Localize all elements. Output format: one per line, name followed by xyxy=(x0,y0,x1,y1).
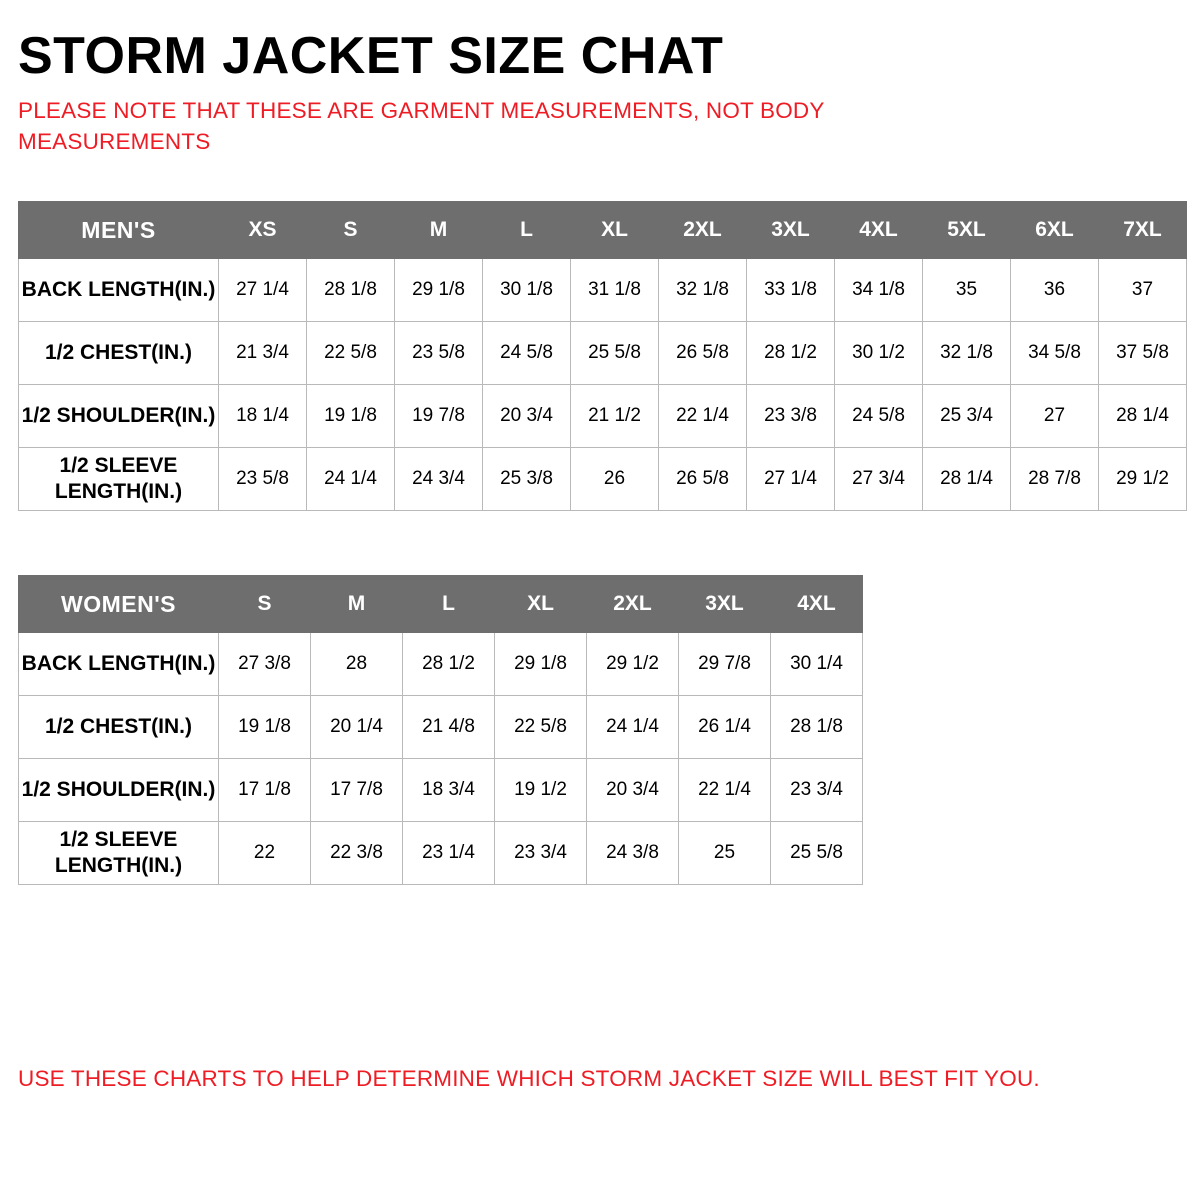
size-header-7xl: 7XL xyxy=(1099,201,1187,258)
measurement-cell: 18 3/4 xyxy=(403,758,495,821)
measurement-label: 1/2 CHEST(IN.) xyxy=(19,321,219,384)
measurement-cell: 20 3/4 xyxy=(587,758,679,821)
measurement-cell: 21 4/8 xyxy=(403,695,495,758)
measurement-cell: 19 1/2 xyxy=(495,758,587,821)
table-row xyxy=(19,821,863,884)
womens-header-row xyxy=(19,575,863,632)
measurement-cell: 25 5/8 xyxy=(771,821,863,884)
size-header-s: S xyxy=(307,201,395,258)
footer-note: USE THESE CHARTS TO HELP DETERMINE WHICH STORM JACKET SIZE WILL BEST FIT YOU. xyxy=(18,1066,1040,1091)
measurement-cell: 30 1/8 xyxy=(483,258,571,321)
measurement-cell: 33 1/8 xyxy=(747,258,835,321)
measurement-note: PLEASE NOTE THAT THESE ARE GARMENT MEASUREMENTS, NOT BODY MEASUREMENTS xyxy=(18,98,825,154)
measurement-cell: 28 1/4 xyxy=(923,447,1011,510)
size-header-2xl: 2XL xyxy=(659,201,747,258)
measurement-cell: 20 3/4 xyxy=(483,384,571,447)
size-header-4xl: 4XL xyxy=(771,575,863,632)
measurement-cell: 29 7/8 xyxy=(679,632,771,695)
size-header-6xl: 6XL xyxy=(1011,201,1099,258)
measurement-cell: 21 1/2 xyxy=(571,384,659,447)
measurement-cell: 28 1/2 xyxy=(403,632,495,695)
mens-size-table xyxy=(18,201,1187,511)
measurement-cell: 34 1/8 xyxy=(835,258,923,321)
measurement-cell: 27 3/8 xyxy=(219,632,311,695)
measurement-cell: 26 1/4 xyxy=(679,695,771,758)
measurement-cell: 28 1/8 xyxy=(771,695,863,758)
measurement-cell: 25 3/4 xyxy=(923,384,1011,447)
measurement-cell: 17 1/8 xyxy=(219,758,311,821)
measurement-cell: 19 1/8 xyxy=(219,695,311,758)
measurement-cell: 25 3/8 xyxy=(483,447,571,510)
size-header-m: M xyxy=(395,201,483,258)
size-header-xl: XL xyxy=(571,201,659,258)
measurement-cell: 26 xyxy=(571,447,659,510)
measurement-cell: 34 5/8 xyxy=(1011,321,1099,384)
size-header-2xl: 2XL xyxy=(587,575,679,632)
mens-header-row xyxy=(19,201,1187,258)
measurement-cell: 35 xyxy=(923,258,1011,321)
size-header-3xl: 3XL xyxy=(679,575,771,632)
measurement-cell: 23 5/8 xyxy=(219,447,307,510)
measurement-cell: 17 7/8 xyxy=(311,758,403,821)
measurement-cell: 23 1/4 xyxy=(403,821,495,884)
mens-table-title: MEN'S xyxy=(19,201,219,258)
measurement-cell: 23 5/8 xyxy=(395,321,483,384)
measurement-cell: 29 1/8 xyxy=(395,258,483,321)
measurement-cell: 28 1/4 xyxy=(1099,384,1187,447)
measurement-cell: 23 3/8 xyxy=(747,384,835,447)
measurement-cell: 22 1/4 xyxy=(679,758,771,821)
measurement-cell: 27 1/4 xyxy=(747,447,835,510)
table-row xyxy=(19,632,863,695)
table-row xyxy=(19,321,1187,384)
measurement-cell: 20 1/4 xyxy=(311,695,403,758)
mens-table-head xyxy=(19,201,1187,258)
measurement-cell: 22 3/8 xyxy=(311,821,403,884)
measurement-cell: 22 xyxy=(219,821,311,884)
measurement-label: 1/2 SHOULDER(IN.) xyxy=(19,758,219,821)
measurement-label: BACK LENGTH(IN.) xyxy=(19,632,219,695)
measurement-cell: 27 1/4 xyxy=(219,258,307,321)
measurement-cell: 28 xyxy=(311,632,403,695)
size-header-s: S xyxy=(219,575,311,632)
measurement-cell: 28 1/8 xyxy=(307,258,395,321)
measurement-cell: 31 1/8 xyxy=(571,258,659,321)
measurement-label: 1/2 SHOULDER(IN.) xyxy=(19,384,219,447)
measurement-label: 1/2 CHEST(IN.) xyxy=(19,695,219,758)
measurement-label: 1/2 SLEEVE LENGTH(IN.) xyxy=(19,447,219,510)
measurement-cell: 18 1/4 xyxy=(219,384,307,447)
size-header-m: M xyxy=(311,575,403,632)
womens-table-title: WOMEN'S xyxy=(19,575,219,632)
measurement-cell: 24 1/4 xyxy=(587,695,679,758)
measurement-cell: 22 5/8 xyxy=(307,321,395,384)
measurement-cell: 26 5/8 xyxy=(659,447,747,510)
womens-size-table xyxy=(18,575,863,885)
table-row xyxy=(19,384,1187,447)
measurement-cell: 29 1/2 xyxy=(587,632,679,695)
measurement-cell: 24 3/8 xyxy=(587,821,679,884)
measurement-cell: 29 1/2 xyxy=(1099,447,1187,510)
measurement-cell: 28 7/8 xyxy=(1011,447,1099,510)
measurement-cell: 36 xyxy=(1011,258,1099,321)
measurement-cell: 24 3/4 xyxy=(395,447,483,510)
measurement-cell: 21 3/4 xyxy=(219,321,307,384)
table-row xyxy=(19,258,1187,321)
size-header-xl: XL xyxy=(495,575,587,632)
womens-table-head xyxy=(19,575,863,632)
measurement-cell: 30 1/2 xyxy=(835,321,923,384)
size-header-4xl: 4XL xyxy=(835,201,923,258)
measurement-cell: 24 5/8 xyxy=(835,384,923,447)
table-row xyxy=(19,695,863,758)
measurement-cell: 24 5/8 xyxy=(483,321,571,384)
measurement-label: 1/2 SLEEVE LENGTH(IN.) xyxy=(19,821,219,884)
measurement-cell: 37 xyxy=(1099,258,1187,321)
measurement-cell: 37 5/8 xyxy=(1099,321,1187,384)
size-header-xs: XS xyxy=(219,201,307,258)
measurement-cell: 23 3/4 xyxy=(495,821,587,884)
measurement-cell: 25 xyxy=(679,821,771,884)
size-header-l: L xyxy=(483,201,571,258)
table-row xyxy=(19,758,863,821)
womens-table-body xyxy=(19,632,863,884)
measurement-cell: 30 1/4 xyxy=(771,632,863,695)
womens-size-table-wrapper xyxy=(18,575,1182,885)
measurement-cell: 19 7/8 xyxy=(395,384,483,447)
measurement-cell: 26 5/8 xyxy=(659,321,747,384)
measurement-cell: 29 1/8 xyxy=(495,632,587,695)
size-header-5xl: 5XL xyxy=(923,201,1011,258)
size-header-3xl: 3XL xyxy=(747,201,835,258)
page-title: STORM JACKET SIZE CHAT xyxy=(18,27,724,85)
measurement-cell: 28 1/2 xyxy=(747,321,835,384)
measurement-cell: 27 xyxy=(1011,384,1099,447)
measurement-cell: 32 1/8 xyxy=(923,321,1011,384)
mens-size-table-wrapper xyxy=(18,201,1182,511)
measurement-cell: 23 3/4 xyxy=(771,758,863,821)
measurement-cell: 25 5/8 xyxy=(571,321,659,384)
measurement-cell: 22 5/8 xyxy=(495,695,587,758)
table-row xyxy=(19,447,1187,510)
measurement-cell: 19 1/8 xyxy=(307,384,395,447)
measurement-cell: 27 3/4 xyxy=(835,447,923,510)
size-header-l: L xyxy=(403,575,495,632)
measurement-cell: 24 1/4 xyxy=(307,447,395,510)
measurement-cell: 32 1/8 xyxy=(659,258,747,321)
measurement-cell: 22 1/4 xyxy=(659,384,747,447)
measurement-label: BACK LENGTH(IN.) xyxy=(19,258,219,321)
mens-table-body xyxy=(19,258,1187,510)
table-spacer xyxy=(18,511,1182,575)
